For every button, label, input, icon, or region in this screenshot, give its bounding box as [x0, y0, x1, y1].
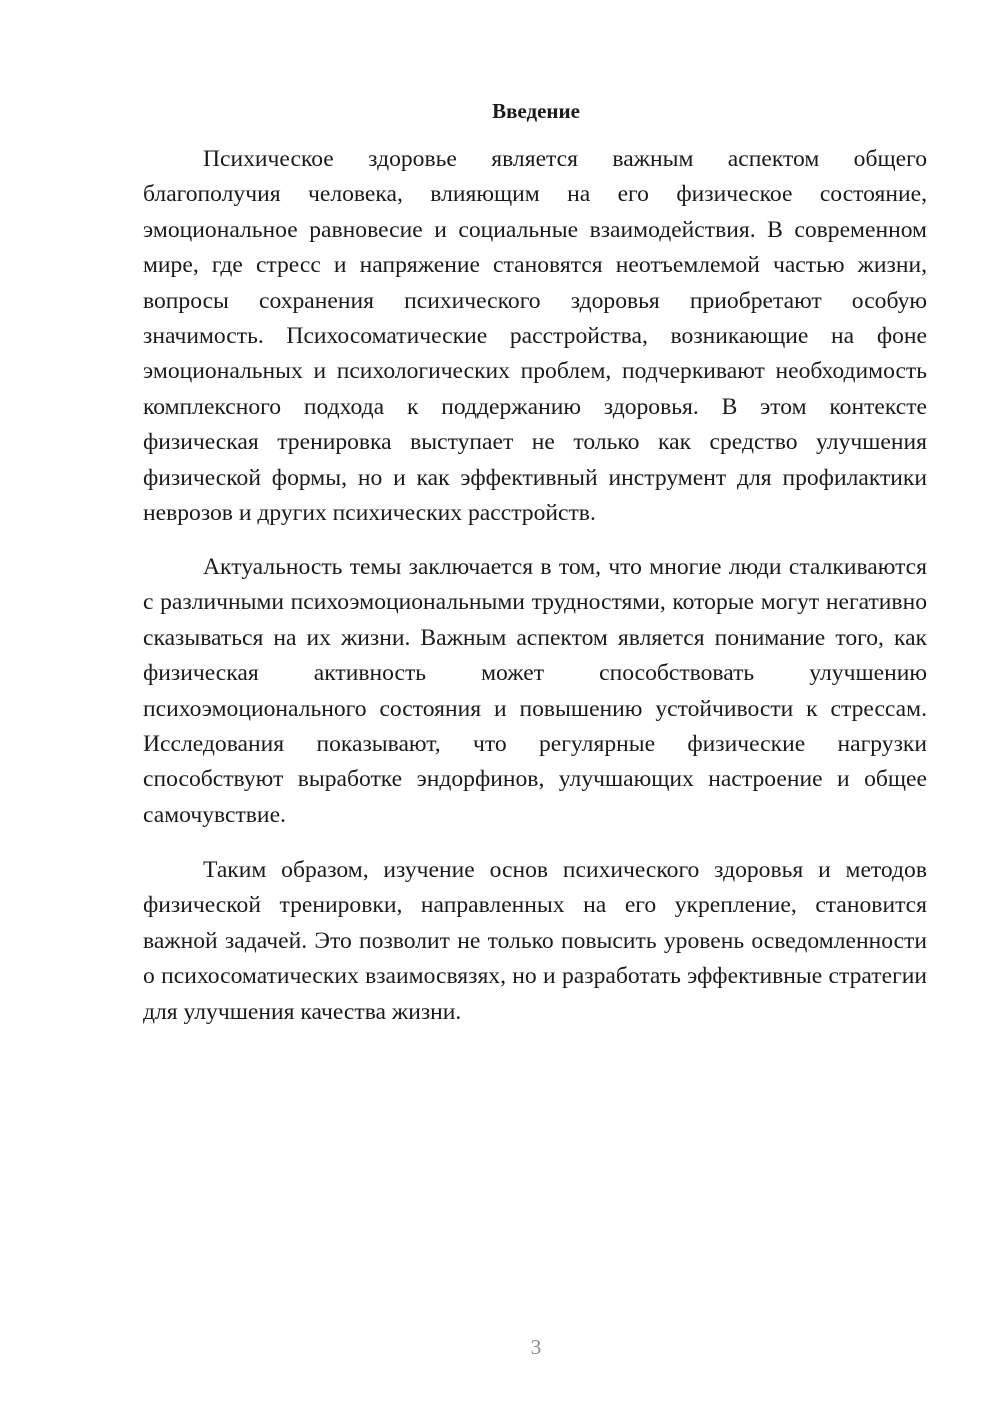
paragraph-conclusion: Таким образом, изучение основ психического здоровья и методов физической тренировки, направленных на его укрепление, становится важной задачей. Это позволит не только повысить уровень осведомленности о психосоматических взаимосвязях, но и разработать эффективные стратегии для улучшения качества жизни. — [143, 857, 927, 1025]
page-number: 3 — [530, 1335, 542, 1359]
paragraph-relevance: Актуальность темы заключается в том, что многие люди сталкиваются с различными психоэмоциональными трудностями, которые могут негативно сказываться на их жизни. Важным аспектом является понимание того, как физическая активность может способствовать улучшению психоэмоционального состояния и повышению устойчивости к стрессам. Исследования показывают, что регулярные физические нагрузки способствуют выработке эндорфинов, улучшающих настроение и общее самочувствие. — [143, 554, 927, 828]
paragraph-introduction: Психическое здоровье является важным аспектом общего благополучия человека, влияющим на его физическое состояние, эмоциональное равновесие и социальные взаимодействия. В современном мире, где стресс и напряжение становятся неотъемлемой частью жизни, вопросы сохранения психического здоровья приобретают особую значимость. Психосоматические расстройства, возникающие на фоне эмоциональных и психологических проблем, подчеркивают необходимость комплексного подхода к поддержанию здоровья. В этом контексте физическая тренировка выступает не только как средство улучшения физической формы, но и как эффективный инструмент для профилактики неврозов и других психических расстройств. — [143, 146, 927, 527]
section-heading: Введение — [492, 99, 580, 123]
